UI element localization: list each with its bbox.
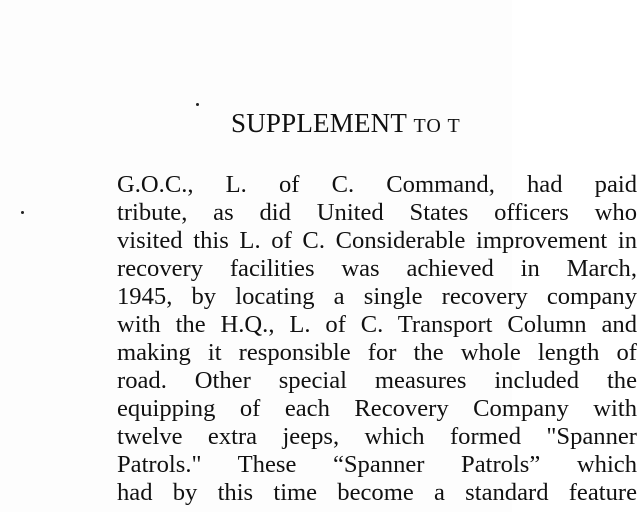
text-line: Patrols." These “Spanner Patrols” which: [117, 451, 637, 478]
running-head-small-caps: TO T: [413, 115, 461, 137]
text-line: twelve extra jeeps, which formed "Spanner: [117, 423, 637, 450]
text-line: tribute, as did United States officers who: [117, 199, 637, 226]
text-line: G.O.C., L. of C. Command, had paid: [117, 171, 637, 198]
body-paragraph: [117, 171, 637, 507]
text-line: visited this L. of C. Considerable improvement in: [117, 227, 637, 254]
ink-speck: [21, 211, 24, 214]
text-line: making it responsible for the whole length of: [117, 339, 637, 366]
text-line: road. Other special measures included the: [117, 367, 637, 394]
text-line: had by this time become a standard feature: [117, 479, 637, 506]
text-line: recovery facilities was achieved in March,: [117, 255, 637, 282]
text-line: 1945, by locating a single recovery company: [117, 283, 637, 310]
text-line: equipping of each Recovery Company with: [117, 395, 637, 422]
running-head-main: SUPPLEMENT: [231, 108, 407, 138]
ink-speck: [196, 103, 199, 106]
running-head: [231, 106, 461, 143]
text-line: with the H.Q., L. of C. Transport Column and: [117, 311, 637, 338]
